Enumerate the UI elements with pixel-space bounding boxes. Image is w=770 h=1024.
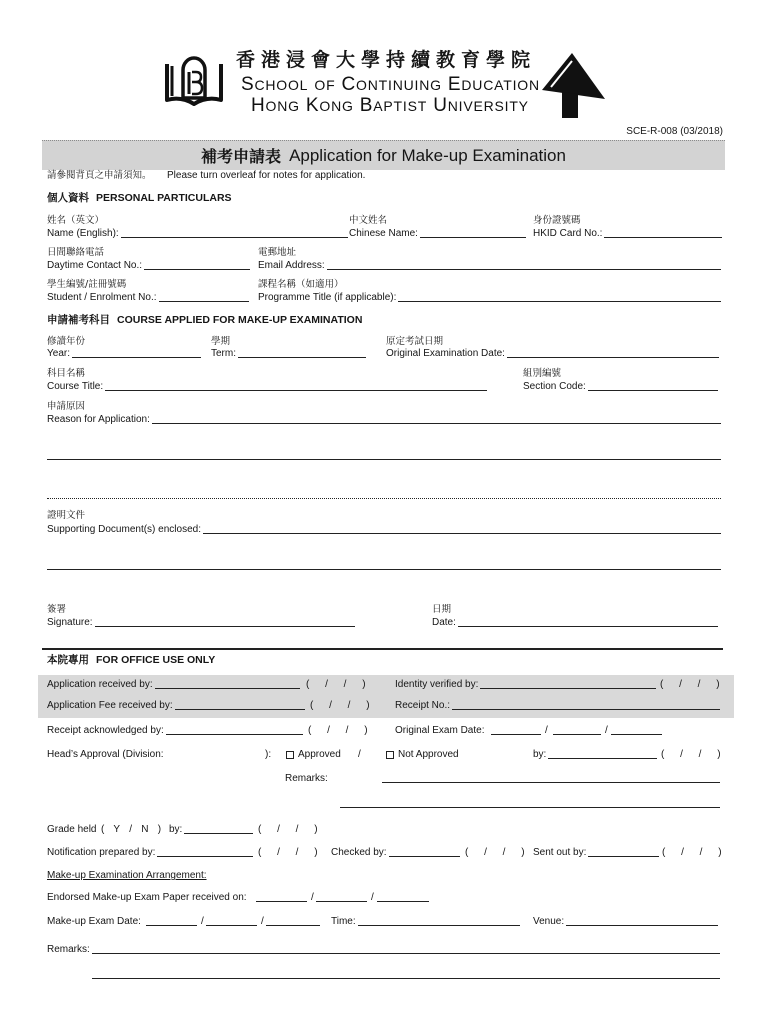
- student-number-label-zh: 學生編號/註冊號碼: [47, 279, 127, 290]
- email-field: [258, 260, 721, 272]
- venue-field: [533, 916, 718, 928]
- year-input-line[interactable]: [72, 348, 201, 358]
- receipt-no-field: [395, 700, 720, 712]
- office-original-exam-date-label: Original Exam Date:: [395, 725, 485, 736]
- form-code: SCE-R-008 (03/2018): [626, 126, 723, 137]
- chinese-name-label-zh: 中文姓名: [349, 215, 388, 226]
- time-field: [331, 916, 520, 928]
- checked-by-label: Checked by:: [331, 847, 387, 858]
- office-divider: [42, 648, 723, 650]
- not-approved-label: Not Approved: [398, 749, 459, 760]
- date-separator: /: [311, 892, 314, 903]
- grade-held-date: ( / / ): [258, 824, 318, 835]
- application-received-field: [47, 679, 300, 691]
- triangle-arrow-logo-icon: [539, 51, 607, 123]
- documents-input-line[interactable]: [203, 524, 721, 534]
- form-title-zh: 補考申請表: [201, 147, 282, 166]
- makeup-exam-date-label: Make-up Exam Date:: [47, 916, 141, 927]
- term-label-zh: 學期: [211, 336, 231, 347]
- term-label: Term:: [211, 348, 236, 359]
- reason-input-line[interactable]: [152, 414, 721, 424]
- approval-date: ( / / ): [661, 749, 721, 760]
- sent-out-by-label: Sent out by:: [533, 847, 587, 858]
- approved-checkbox[interactable]: [286, 751, 294, 759]
- not-approved-checkbox[interactable]: [386, 751, 394, 759]
- section-office-heading-en: FOR OFFICE USE ONLY: [96, 654, 216, 666]
- year-field: [47, 348, 201, 360]
- grade-held-by-input-line[interactable]: [184, 824, 253, 834]
- venue-label: Venue:: [533, 916, 565, 927]
- time-label: Time:: [331, 916, 356, 927]
- year-label: Year:: [47, 348, 70, 359]
- section-personal-heading: [47, 191, 232, 205]
- term-field: [211, 348, 366, 360]
- chinese-name-field: [349, 228, 526, 240]
- endorsed-paper-label: Endorsed Make-up Exam Paper received on:: [47, 892, 247, 903]
- notes-reference-en: Please turn overleaf for notes for application.: [167, 170, 366, 181]
- email-input-line[interactable]: [327, 260, 721, 270]
- notification-input-line[interactable]: [157, 847, 253, 857]
- head-approval-close: ):: [265, 749, 272, 760]
- name-english-field: [47, 228, 348, 240]
- name-english-input-line[interactable]: [121, 228, 348, 238]
- checked-by-input-line[interactable]: [389, 847, 460, 857]
- phone-label-zh: 日間聯絡電話: [47, 247, 105, 258]
- approval-by-field: [533, 749, 657, 761]
- student-number-input-line[interactable]: [159, 292, 249, 302]
- form-title-en: Application for Make-up Examination: [289, 145, 566, 165]
- fee-received-date: ( / / ): [310, 700, 370, 711]
- section-course-heading-zh: 申請補考科目: [47, 314, 110, 326]
- section-course-heading: [47, 313, 362, 327]
- application-received-input-line[interactable]: [155, 679, 300, 689]
- office-original-exam-month-line[interactable]: [553, 725, 601, 735]
- documents-label-zh: 證明文件: [47, 510, 86, 521]
- approved-label: Approved: [298, 749, 341, 760]
- fee-received-label: Application Fee received by:: [47, 700, 173, 711]
- endorsed-month-line[interactable]: [316, 892, 367, 902]
- student-number-label: Student / Enrolment No.:: [47, 292, 157, 303]
- chinese-name-input-line[interactable]: [420, 228, 526, 238]
- notification-field: [47, 847, 253, 859]
- application-received-date: ( / / ): [306, 679, 366, 690]
- office-original-exam-day-line[interactable]: [491, 725, 541, 735]
- year-label-zh: 修讀年份: [47, 336, 86, 347]
- date-label-zh: 日期: [432, 604, 452, 615]
- documents-field: [47, 524, 721, 536]
- form-title-bar: [42, 140, 725, 170]
- approval-remarks-label: Remarks:: [285, 773, 328, 784]
- makeup-exam-month-line[interactable]: [206, 916, 257, 926]
- section-personal-heading-zh: 個人資料: [47, 192, 89, 204]
- date-label: Date:: [432, 617, 456, 628]
- approval-by-label: by:: [533, 749, 547, 760]
- date-separator: /: [201, 916, 204, 927]
- original-exam-date-field: [386, 348, 719, 360]
- reason-input-line-3[interactable]: [47, 489, 721, 499]
- date-separator: /: [545, 725, 548, 736]
- grade-held-by-label: by:: [169, 824, 183, 835]
- grade-held-label: Grade held: [47, 824, 97, 835]
- hkid-field: [533, 228, 722, 240]
- email-label: Email Address:: [258, 260, 325, 271]
- sent-out-by-date: ( / / ): [662, 847, 722, 858]
- approval-separator: /: [358, 749, 361, 760]
- email-label-zh: 電郵地址: [258, 247, 297, 258]
- identity-verified-label: Identity verified by:: [395, 679, 479, 690]
- date-field: [432, 617, 718, 629]
- fee-received-field: [47, 700, 305, 712]
- reason-input-line-2[interactable]: [47, 450, 721, 460]
- signature-label: Signature:: [47, 617, 93, 628]
- sent-out-by-field: [533, 847, 659, 859]
- original-exam-date-label-zh: 原定考試日期: [386, 336, 444, 347]
- programme-title-field: [258, 292, 721, 304]
- phone-field: [47, 260, 250, 272]
- org-name-english-line2: HONG KONG BAPTIST UNIVERSITY: [251, 95, 529, 116]
- section-office-heading: [47, 653, 215, 667]
- notification-label: Notification prepared by:: [47, 847, 156, 858]
- identity-verified-field: [395, 679, 656, 691]
- original-exam-date-label: Original Examination Date:: [386, 348, 505, 359]
- identity-verified-date: ( / / ): [660, 679, 720, 690]
- endorsed-year-line[interactable]: [377, 892, 429, 902]
- date-separator: /: [261, 916, 264, 927]
- section-course-heading-en: COURSE APPLIED FOR MAKE-UP EXAMINATION: [117, 314, 363, 326]
- identity-verified-input-line[interactable]: [480, 679, 656, 689]
- org-name-chinese: 香港浸會大學持續教育學院: [236, 49, 537, 71]
- hkid-input-line[interactable]: [604, 228, 722, 238]
- arrangement-remarks-input-line-2[interactable]: [92, 969, 720, 979]
- term-input-line[interactable]: [238, 348, 366, 358]
- endorsed-day-line[interactable]: [256, 892, 307, 902]
- office-original-exam-year-line[interactable]: [611, 725, 662, 735]
- section-code-field: [523, 381, 718, 393]
- student-number-field: [47, 292, 249, 304]
- receipt-ack-label: Receipt acknowledged by:: [47, 725, 164, 736]
- hkid-label-zh: 身份證號碼: [533, 215, 581, 226]
- programme-title-input-line[interactable]: [398, 292, 721, 302]
- checked-by-date: ( / / ): [465, 847, 525, 858]
- phone-input-line[interactable]: [144, 260, 250, 270]
- approval-remarks-input-line[interactable]: [382, 773, 720, 783]
- course-title-label-zh: 科目名稱: [47, 368, 86, 379]
- receipt-ack-date: ( / / ): [308, 725, 368, 736]
- section-personal-heading-en: PERSONAL PARTICULARS: [96, 192, 232, 204]
- signature-field: [47, 617, 355, 629]
- application-received-label: Application received by:: [47, 679, 153, 690]
- notes-reference-zh: 請參閱背頁之申請須知。: [47, 170, 152, 181]
- arrangement-remarks-field: [47, 944, 720, 956]
- section-code-input-line[interactable]: [588, 381, 718, 391]
- programme-title-label-zh: 課程名稱（如適用）: [258, 279, 344, 290]
- documents-input-line-2[interactable]: [47, 560, 721, 570]
- reason-label-zh: 申請原因: [47, 401, 86, 412]
- checked-by-field: [331, 847, 460, 859]
- chinese-name-label: Chinese Name:: [349, 228, 418, 239]
- grade-held-yes-no[interactable]: ( Y / N ): [101, 824, 162, 835]
- name-english-label-zh: 姓名（英文）: [47, 215, 105, 226]
- makeup-exam-day-line[interactable]: [146, 916, 197, 926]
- makeup-exam-year-line[interactable]: [266, 916, 320, 926]
- date-separator: /: [605, 725, 608, 736]
- notification-date: ( / / ): [258, 847, 318, 858]
- date-input-line[interactable]: [458, 617, 718, 627]
- documents-label: Supporting Document(s) enclosed:: [47, 524, 201, 535]
- hkid-label: HKID Card No.:: [533, 228, 603, 239]
- section-office-heading-zh: 本院專用: [47, 654, 89, 666]
- section-code-label-zh: 組別編號: [523, 368, 562, 379]
- receipt-ack-input-line[interactable]: [166, 725, 303, 735]
- course-title-field: [47, 381, 487, 393]
- phone-label: Daytime Contact No.:: [47, 260, 143, 271]
- approval-remarks-field: [285, 773, 720, 785]
- receipt-ack-field: [47, 725, 303, 737]
- org-name-english-line1: SCHOOL OF CONTINUING EDUCATION: [241, 74, 540, 95]
- name-english-label: Name (English):: [47, 228, 119, 239]
- approval-remarks-input-line-2[interactable]: [340, 798, 720, 808]
- programme-title-label: Programme Title (if applicable):: [258, 292, 397, 303]
- signature-label-zh: 簽署: [47, 604, 67, 615]
- reason-field: [47, 414, 721, 426]
- grade-held-by-field: [169, 824, 253, 836]
- time-input-line[interactable]: [358, 916, 520, 926]
- original-exam-date-input-line[interactable]: [507, 348, 719, 358]
- arrangement-remarks-input-line[interactable]: [92, 944, 720, 954]
- course-title-input-line[interactable]: [105, 381, 487, 391]
- receipt-no-input-line[interactable]: [452, 700, 720, 710]
- fee-received-input-line[interactable]: [175, 700, 305, 710]
- approval-by-input-line[interactable]: [548, 749, 657, 759]
- receipt-no-label: Receipt No.:: [395, 700, 451, 711]
- section-code-label: Section Code:: [523, 381, 586, 392]
- sent-out-by-input-line[interactable]: [588, 847, 659, 857]
- venue-input-line[interactable]: [566, 916, 718, 926]
- reason-label: Reason for Application:: [47, 414, 150, 425]
- date-separator: /: [371, 892, 374, 903]
- course-title-label: Course Title:: [47, 381, 104, 392]
- arrangement-heading: Make-up Examination Arrangement:: [47, 870, 207, 881]
- signature-input-line[interactable]: [95, 617, 355, 627]
- open-book-university-logo-icon: [163, 52, 225, 114]
- arrangement-remarks-label: Remarks:: [47, 944, 90, 955]
- head-approval-label: Head’s Approval (Division:: [47, 749, 164, 760]
